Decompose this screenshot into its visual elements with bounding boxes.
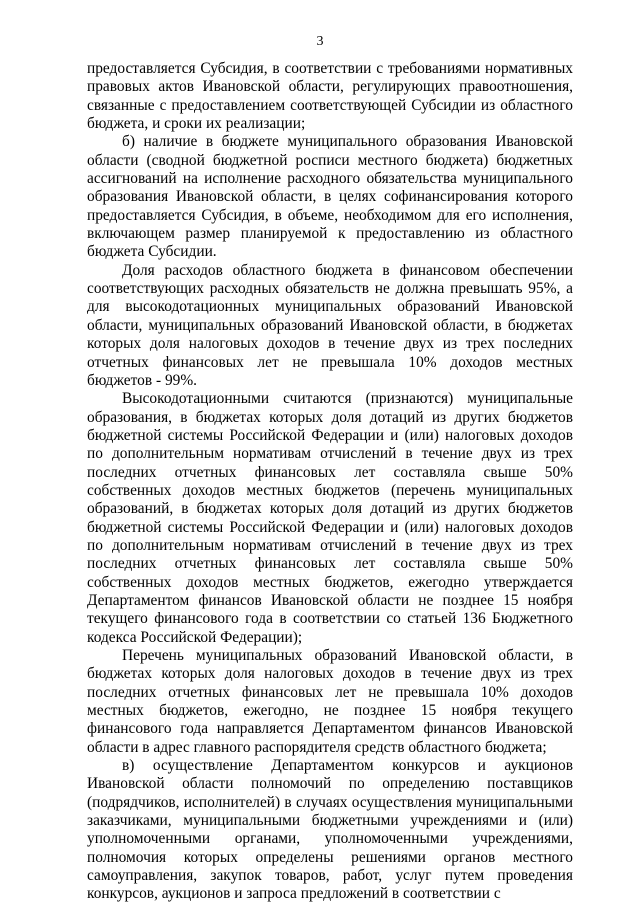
paragraph-b: б) наличие в бюджете муниципального образования Ивановской области (сводной бюджетной росписи местного бюджета) бюджетных ассигнований на исполнение расходного обязательства муниципального образования Ивановской области, в целях софинансирования которого предоставляется Субсидия, в объеме, необходимом для его исполнения, включающем размер планируемой к предоставлению из областного бюджета Субсидии.	[87, 133, 573, 261]
page-number: 3	[316, 34, 324, 49]
paragraph-share: Доля расходов областного бюджета в финансовом обеспечении соответствующих расходных обязательств не должна превышать 95%, а для высокодотационных муниципальных образований Ивановской области, муниципальных образований Ивановской области, в бюджетах которых доля налоговых доходов в течение двух из трех последних отчетных финансовых лет не превышала 10% доходов местных бюджетов - 99%.	[87, 261, 573, 389]
paragraph-v: в) осуществление Департаментом конкурсов и аукционов Ивановской области полномочий по определению поставщиков (подрядчиков, исполнителей) в случаях осуществления муниципальными заказчиками, муниципальными бюджетными учреждениями и (или) уполномоченными органами, уполномоченными учреждениями, полномочия которых определены решениями органов местного самоуправления, закупок товаров, работ, услуг путем проведения конкурсов, аукционов и запроса предложений в соответствии с	[87, 757, 573, 903]
paragraph-continuation: предоставляется Субсидия, в соответствии с требованиями нормативных правовых актов Ивановской области, регулирующих правоотношения, связанные с предоставлением соответствующей Субсидии из областного бюджета, и сроки их реализации;	[87, 60, 573, 133]
paragraph-list: Перечень муниципальных образований Ивановской области, в бюджетах которых доля налоговых доходов в течение двух из трех последних отчетных финансовых лет не превышала 10% доходов местных бюджетов, ежегодно, не позднее 15 ноября текущего финансового года направляется Департаментом финансов Ивановской области в адрес главного распорядителя средств областного бюджета;	[87, 647, 573, 756]
document-body	[87, 60, 573, 904]
paragraph-high-subsidy: Высокодотационными считаются (признаются) муниципальные образования, в бюджетах которых доля дотаций из других бюджетов бюджетной системы Российской Федерации и (или) налоговых доходов по дополнительным нормативам отчислений в течение двух из трех последних отчетных финансовых лет составляла свыше 50% собственных доходов местных бюджетов (перечень муниципальных образований, в бюджетах которых доля дотаций из других бюджетов бюджетной системы Российской Федерации и (или) налоговых доходов по дополнительным нормативам отчислений в течение двух из трех последних отчетных финансовых лет составляла свыше 50% собственных доходов местных бюджетов, ежегодно утверждается Департаментом финансов Ивановской области не позднее 15 ноября текущего финансового года в соответствии со статьей 136 Бюджетного кодекса Российской Федерации);	[87, 390, 573, 646]
